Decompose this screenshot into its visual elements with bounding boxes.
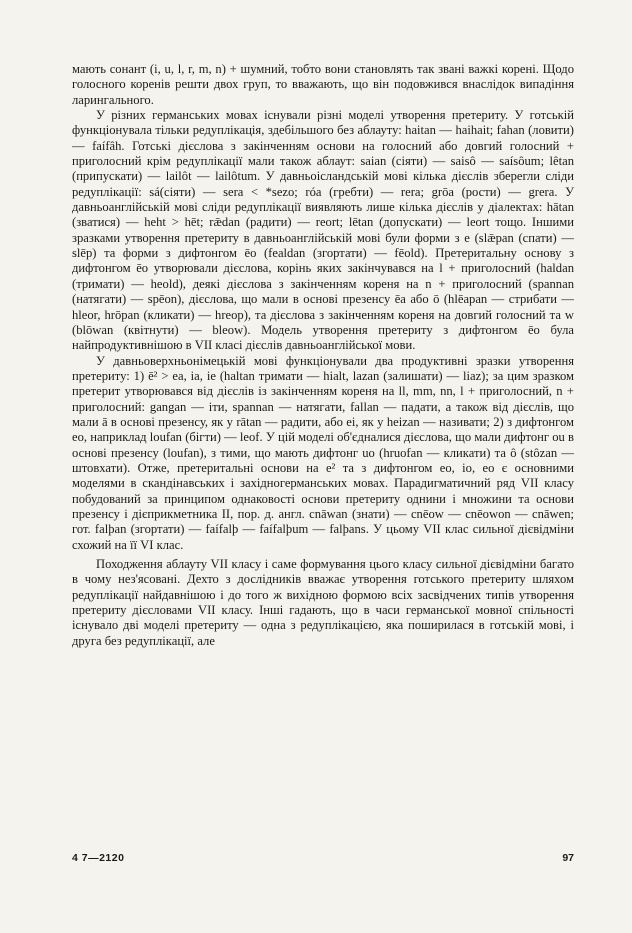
paragraph-ohg-preterite: У давньоверхньонімецькій мові функціонували два продуктивні зразки утворення претериту: 1) ē² > ea, ia, ie (haltan тримати — hialt, lazan (залишати) — liaz); за цим зразком претерит утворювався від дієслів із закінченням кореня на ll, mm, nn, l + приголосний, n + приголосний: gangan — іти, spannan — натягати, fallan — падати, а також від дієслів, що мали ā в основі презенсу, як у rātan — радити, або ei, як у heizan — називати; 2) з дифтонгом eo, наприклад loufan (бігти) — leof. У цій моделі об'єдналися дієслова, що мали дифтонг ou в основі презенсу (loufan), з тими, що мають дифтонг uo (hruofan — кликати) та ô (stôzan — штовхати). Отже, претеритальні основи на e² та з дифтонгом eo, io, eo є основними моделями в скандінавських і західногерманських мовах. Парадигматичний ряд VII класу побудований за принципом однаковості основи претериту однини і множини та основи презенсу і дієприкметника II, пор. д. англ. cnāwan (знати) — cnēow — cnēowon — cnāwen; гот. falþan (згортати) — faífalþ — faífalþum — falþans. У цьому VII клас сильної дієвідміни схожий на її VI клас.	[72, 353, 574, 552]
body-text	[72, 62, 574, 649]
page-number: 97	[562, 852, 574, 864]
printer-signature: 4 7—2120	[72, 852, 125, 864]
paragraph-gothic-preterite: У різних германських мовах існували різні моделі утворення претериту. У готській функціонувала тільки редуплікація, здебільшого без аблауту: haitan — haihait; fahan (ловити) — faífâh. Готські дієслова з закінченням основи на голосний або довгий голосний + приголосний крім редуплікації мали також аблаут: saian (сіяти) — saisô — saísôum; lêtan (припускати) — lailôt — lailôtum. У давньоісландській мові кілька дієслів зберегли сліди редуплікації: sá(сіяти) — sera < *sezo; róa (гребти) — rera; grōa (рости) — grera. У давньоанглійській мові сліди редуплікації виявляють лише кілька дієслів у діалектах: hātan (зватися) — heht > hēt; rǣdan (радити) — reort; lētan (допускати) — leort тощо. Іншими зразками утворення претериту в давньоанглійській мові були форми з е (slǣpan (спати) — slēp) та форми з дифтонгом ēo (fealdan (згортати) — fēold). Претеритальну основу з дифтонгом ēo утворювали дієслова, корінь яких закінчувався на l + приголосний (haldan (тримати) — heold), деякі дієслова з закінченням кореня на n + приголосний (spannan (натягати) — spēon), дієслова, що мали в основі презенсу ēa або ō (hlēapan — стрибати — hleor, hrōpan (кликати) — hreop), та дієслова з закінченням кореня на довгий голосний та w (blōwan (квітнути) — bleow). Модель утворення претериту з дифтонгом ēo була найпродуктивнішою в VII класі дієслів давньоанглійської мови.	[72, 108, 574, 353]
paragraph-ablaut-origin: Походження аблауту VII класу і саме формування цього класу сильної дієвідміни багато в чому нез'ясовані. Дехто з дослідників вважає утворення готського претериту шляхом редуплікації найдавнішою і до того ж вихідною формою всіх засвідчених типів утворення претериту дієсловами VII класу. Інші гадають, що в часи германської мовної спільності існувало дві моделі претериту — одна з редуплікацією, яка поширилася в готській мові, і друга без редуплікації, але	[72, 557, 574, 648]
paragraph-continuation: мають сонант (i, u, l, r, m, n) + шумний, тобто вони становлять так звані важкі корені. Щодо голосного коренів решти двох груп, то вважають, що він подовжився внаслідок випадіння ларингального.	[72, 62, 574, 107]
